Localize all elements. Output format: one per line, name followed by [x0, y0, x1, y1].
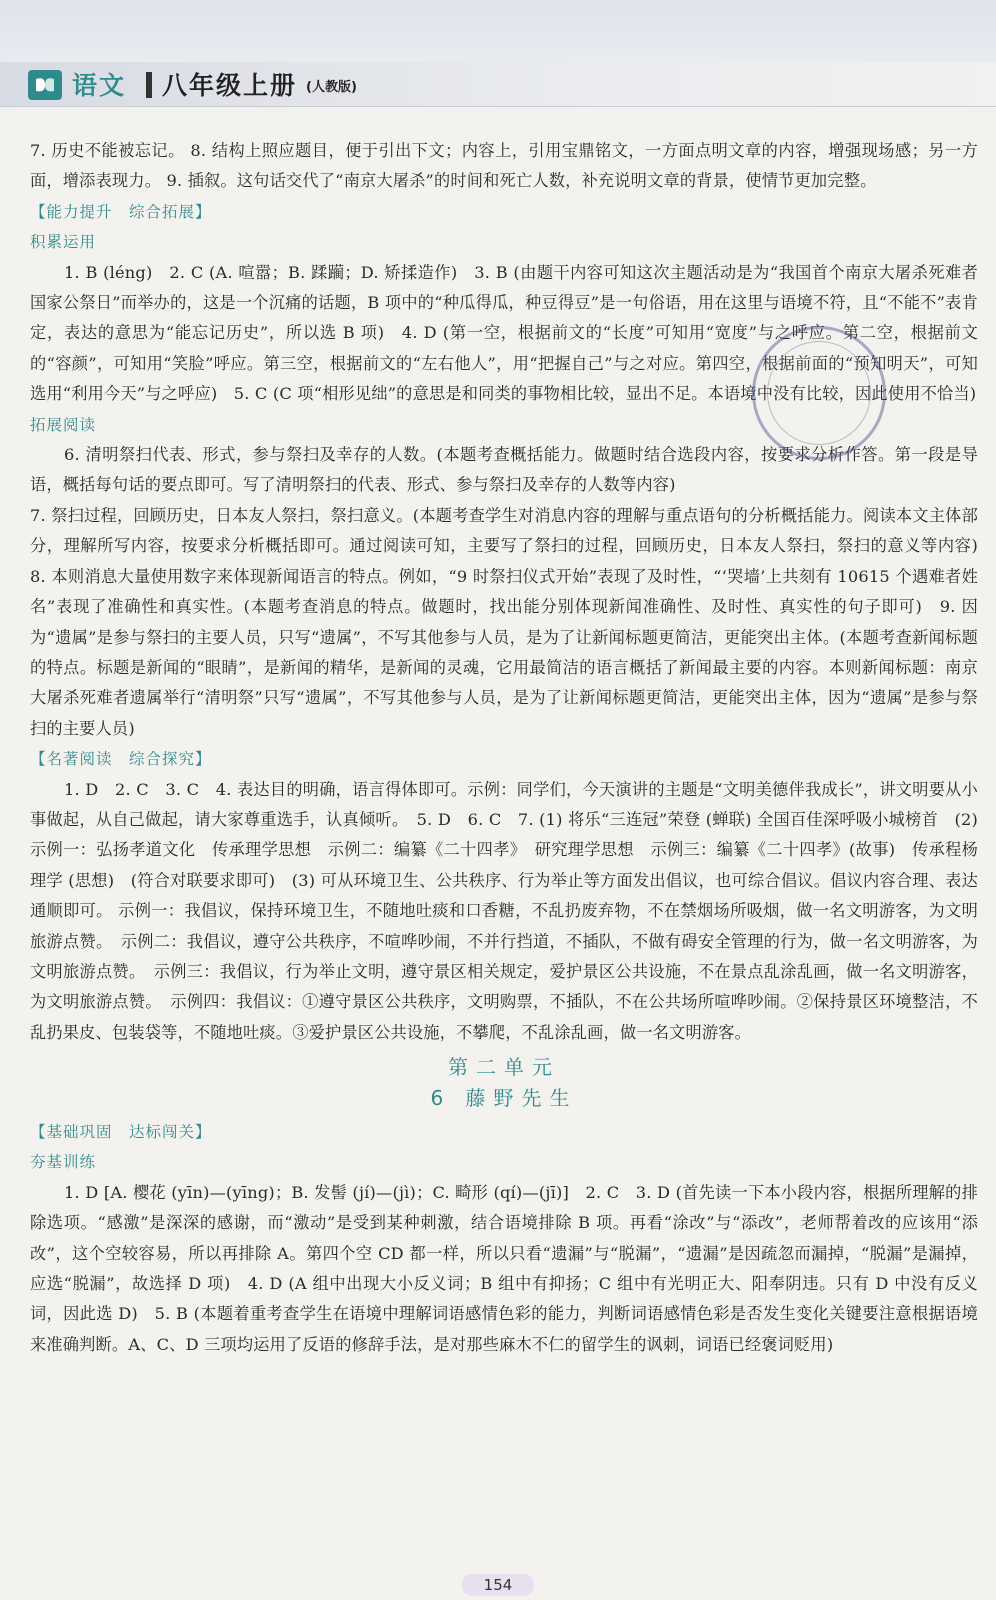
answer-paragraph: 6. 清明祭扫代表、形式，参与祭扫及幸存的人数。(本题考查概括能力。做题时结合选段内容，按要求分析作答。第一段是导语，概括每句话的要点即可。写了清明祭扫的代表、形式、参与祭扫及幸存的人数等内容) — [30, 445, 978, 495]
page-header — [0, 0, 996, 118]
section-heading: 【能力提升 综合拓展】 — [30, 202, 212, 221]
grade-title: 八年级上册 — [162, 71, 298, 100]
subsection-heading: 夯基训练 — [30, 1153, 97, 1172]
section-heading: 【基础巩固 达标闯关】 — [30, 1123, 212, 1141]
book-leaf-icon — [28, 70, 62, 100]
subsection-heading: 拓展阅读 — [30, 415, 97, 434]
answer-paragraph: 7. 祭扫过程，回顾历史，日本友人祭扫，祭扫意义。(本题考查学生对消息内容的理解与重点语句的分析概括能力。阅读本文主体部分，理解所写内容，按要求分析概括即可。通过阅读可知，主要写了祭扫的过程，回顾历史，日本友人祭扫，祭扫的意义等内容) 8. 本则消息大量使用数字来体现新闻语言的特点。例如，“9 时祭扫仪式开始”表现了及时性，“‘哭墙’上共刻有 10615 个遇难者姓名”表现了准确性和真实性。(本题考查消息的特点。做题时，找出能分别体现新闻准确性、及时性、真实性的句子即可) 9. 因为“遗属”是参与祭扫的主要人员，只写“遗属”，不写其他参与人员，是为了让新闻标题更简洁，更能突出主体。(本题考查新闻标题的特点。标题是新闻的“眼睛”，是新闻的精华，是新闻的灵魂，它用最简洁的语言概括了新闻最主要的内容。本则新闻标题：南京大屠杀死难者遗属举行“清明祭”只写“遗属”，不写其他参与人员，是为了让新闻标题更简洁，更能突出主体，因为“遗属”是参与祭扫的主要人员) — [30, 505, 995, 738]
lesson-title: 6 藤野先生 — [430, 1085, 578, 1110]
subsection-heading: 积累运用 — [30, 233, 97, 252]
unit-title: 第二单元 — [448, 1055, 560, 1080]
answer-paragraph: 1. B (léng) 2. C (A. 喧嚣；B. 蹂躏；D. 矫揉造作) 3. B (由题干内容可知这次主题活动是为“我国首个南京大屠杀死难者国家公祭日”而举办的，这是一个沉痛的话题，B 项中的“种瓜得瓜，种豆得豆”是一句俗语，用在这里与语境不符，且“不能不”表肯定，表达的意思为“能忘记历史”，所以选 B 项) 4. D (第一空，根据前文的“长度”可知用“宽度”与之呼应。第二空，根据前文的“容颜”，可知用“笑脸”呼应。第三空，根据前文的“左右他人”，用“把握自己”与之对应。第四空，根据前面的“预知明天”，可知选用“利用今天”与之呼应) 5. C (C 项“相形见绌”的意思是和同类的事物相比较，显出不足。本语境中没有比较，因此使用不恰当) — [30, 262, 978, 404]
answer-paragraph: 7. 历史不能被忘记。 8. 结构上照应题目，便于引出下文；内容上，引用宝鼎铭文，一方面点明文章的内容，增强现场感；另一方面，增添表现力。 9. 插叙。这句话交代了“南京大屠杀”的时间和死亡人数，补充说明文章的背景，使情节更加完整。 — [30, 141, 978, 191]
answer-paragraph: 1. D [A. 樱花 (yīn)—(yīng)；B. 发髻 (jí)—(jì)；C. 畸形 (qí)—(jī)] 2. C 3. D (首先读一下本小段内容，根据所理解的排除选项。“感激”是深深的感谢，而“激动”是受到某种刺激，结合语境排除 B 项。再看“涂改”与“添改”，老师帮着改的应该用“添改”，这个空较容易，所以再排除 A。第四个空 CD 都一样，所以只看“遗漏”与“脱漏”，“遗漏”是因疏忽而漏掉，“脱漏”是漏掉，应选“脱漏”，故选择 D 项) 4. D (A 组中出现大小反义词；B 组中有抑扬；C 组中有光明正大、阳奉阴违。只有 D 中没有反义词，因此选 D) 5. B (本题着重考查学生在语境中理解词语感情色彩的能力，判断词语感情色彩是否发生变化关键要注意根据语境来准确判断。A、C、D 三项均运用了反语的修辞手法，是对那些麻木不仁的留学生的讽刺，词语已经褒词贬用) — [30, 1182, 979, 1354]
answer-paragraph: 1. D 2. C 3. C 4. 表达目的明确，语言得体即可。示例：同学们，今天演讲的主题是“文明美德伴我成长”，讲文明要从小事做起，从自己做起，请大家尊重选手，认真倾听。 5. D 6. C 7. (1) 将乐“三连冠”荣登 (蝉联) 全国百佳深呼吸小城榜首 (2) 示例一：弘扬孝道文化 传承理学思想 示例二：编纂《二十四孝》 研究理学思想 示例三：编纂《二十四孝》(故事) 传承程杨理学 (思想) (符合对联要求即可) (3) 可从环境卫生、公共秩序、行为举止等方面发出倡议，也可综合倡议。倡议内容合理、表达通顺即可。 示例一：我倡议，保持环境卫生，不随地吐痰和口香糖，不乱扔废弃物，不在禁烟场所吸烟，做一名文明游客，为文明旅游点赞。 示例二：我倡议，遵守公共秩序，不喧哗吵闹，不并行挡道，不插队，不做有碍安全管理的行为，做一名文明游客，为文明旅游点赞。 示例三：我倡议，行为举止文明，遵守景区相关规定，爱护景区公共设施，不在景点乱涂乱画，做一名文明游客，为文明旅游点赞。 示例四：我倡议：①遵守景区公共秩序，文明购票，不插队，不在公共场所喧哗吵闹。②保持景区环境整洁，不乱扔果皮、包装袋等，不随地吐痰。③爱护景区公共设施，不攀爬，不乱涂乱画，做一名文明游客。 — [30, 779, 978, 1042]
section-heading: 【名著阅读 综合探究】 — [30, 750, 212, 769]
header-divider — [146, 72, 152, 98]
answer-content — [30, 136, 995, 1360]
edition-label: (人教版) — [306, 80, 357, 95]
subject-title: 语文 — [72, 71, 127, 100]
page-number: 154 — [462, 1574, 534, 1596]
